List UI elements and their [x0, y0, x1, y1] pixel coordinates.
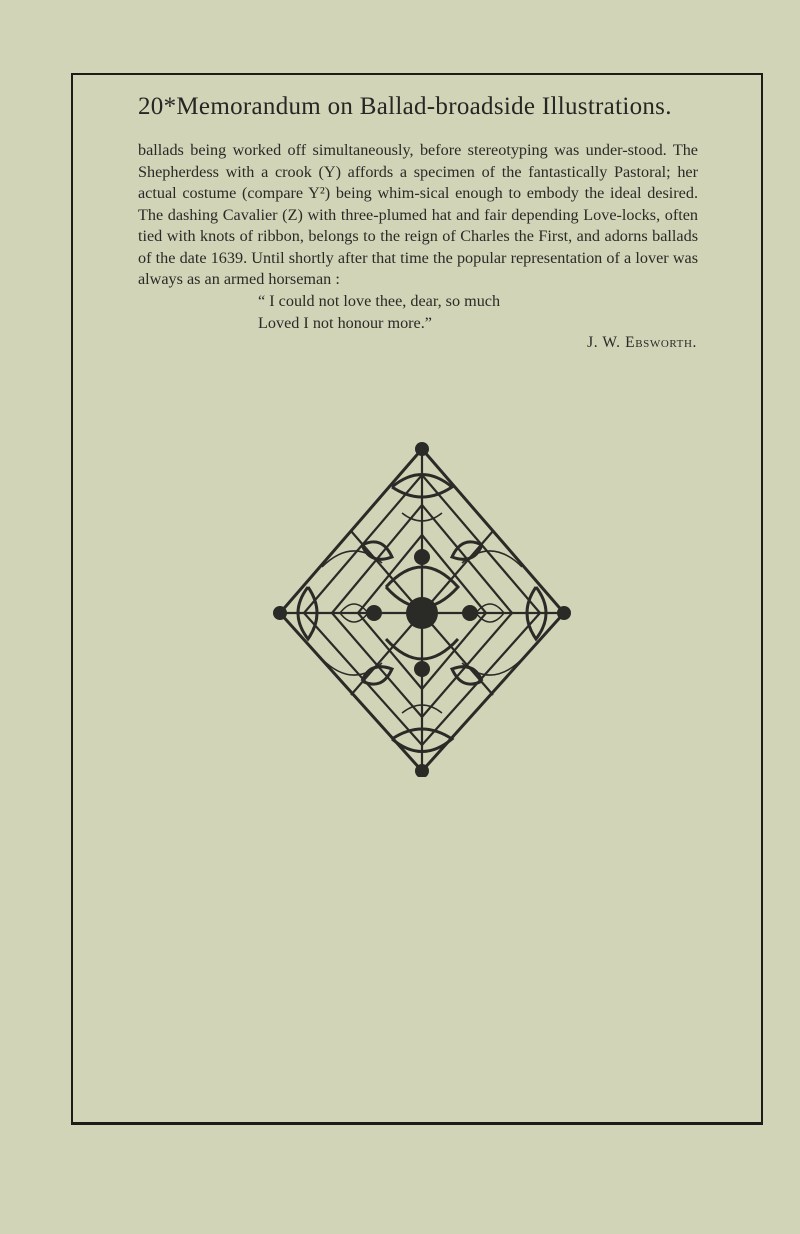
- verse-quote: [258, 291, 500, 334]
- body-paragraph: ballads being worked off simultaneously, before stereotyping was under-stood. The Shepherdess with a crook (Y) affords a specimen of the fantastically Pastoral; her actual costume (compare Y²) being whim-sical enough to embody the ideal desired. The dashing Cavalier (Z) with three-plumed hat and fair depending Love-locks, often tied with knots of ribbon, belongs to the reign of Charles the First, and adorns ballads of the date 1639. Until shortly after that time the popular representation of a lover was always as an armed horseman :: [138, 141, 698, 288]
- verse-line-2: Loved I not honour more.”: [258, 313, 432, 332]
- diamond-ornament-icon: [262, 427, 582, 777]
- verse-line-1: “ I could not love thee, dear, so much: [258, 292, 501, 310]
- running-header: [138, 93, 672, 121]
- body-paragraph-block: [138, 140, 698, 291]
- page-number: 20*: [138, 93, 177, 120]
- author-signature: J. W. Ebsworth.: [587, 334, 697, 351]
- header-title: Memorandum on Ballad-broadside Illustrations.: [176, 93, 672, 120]
